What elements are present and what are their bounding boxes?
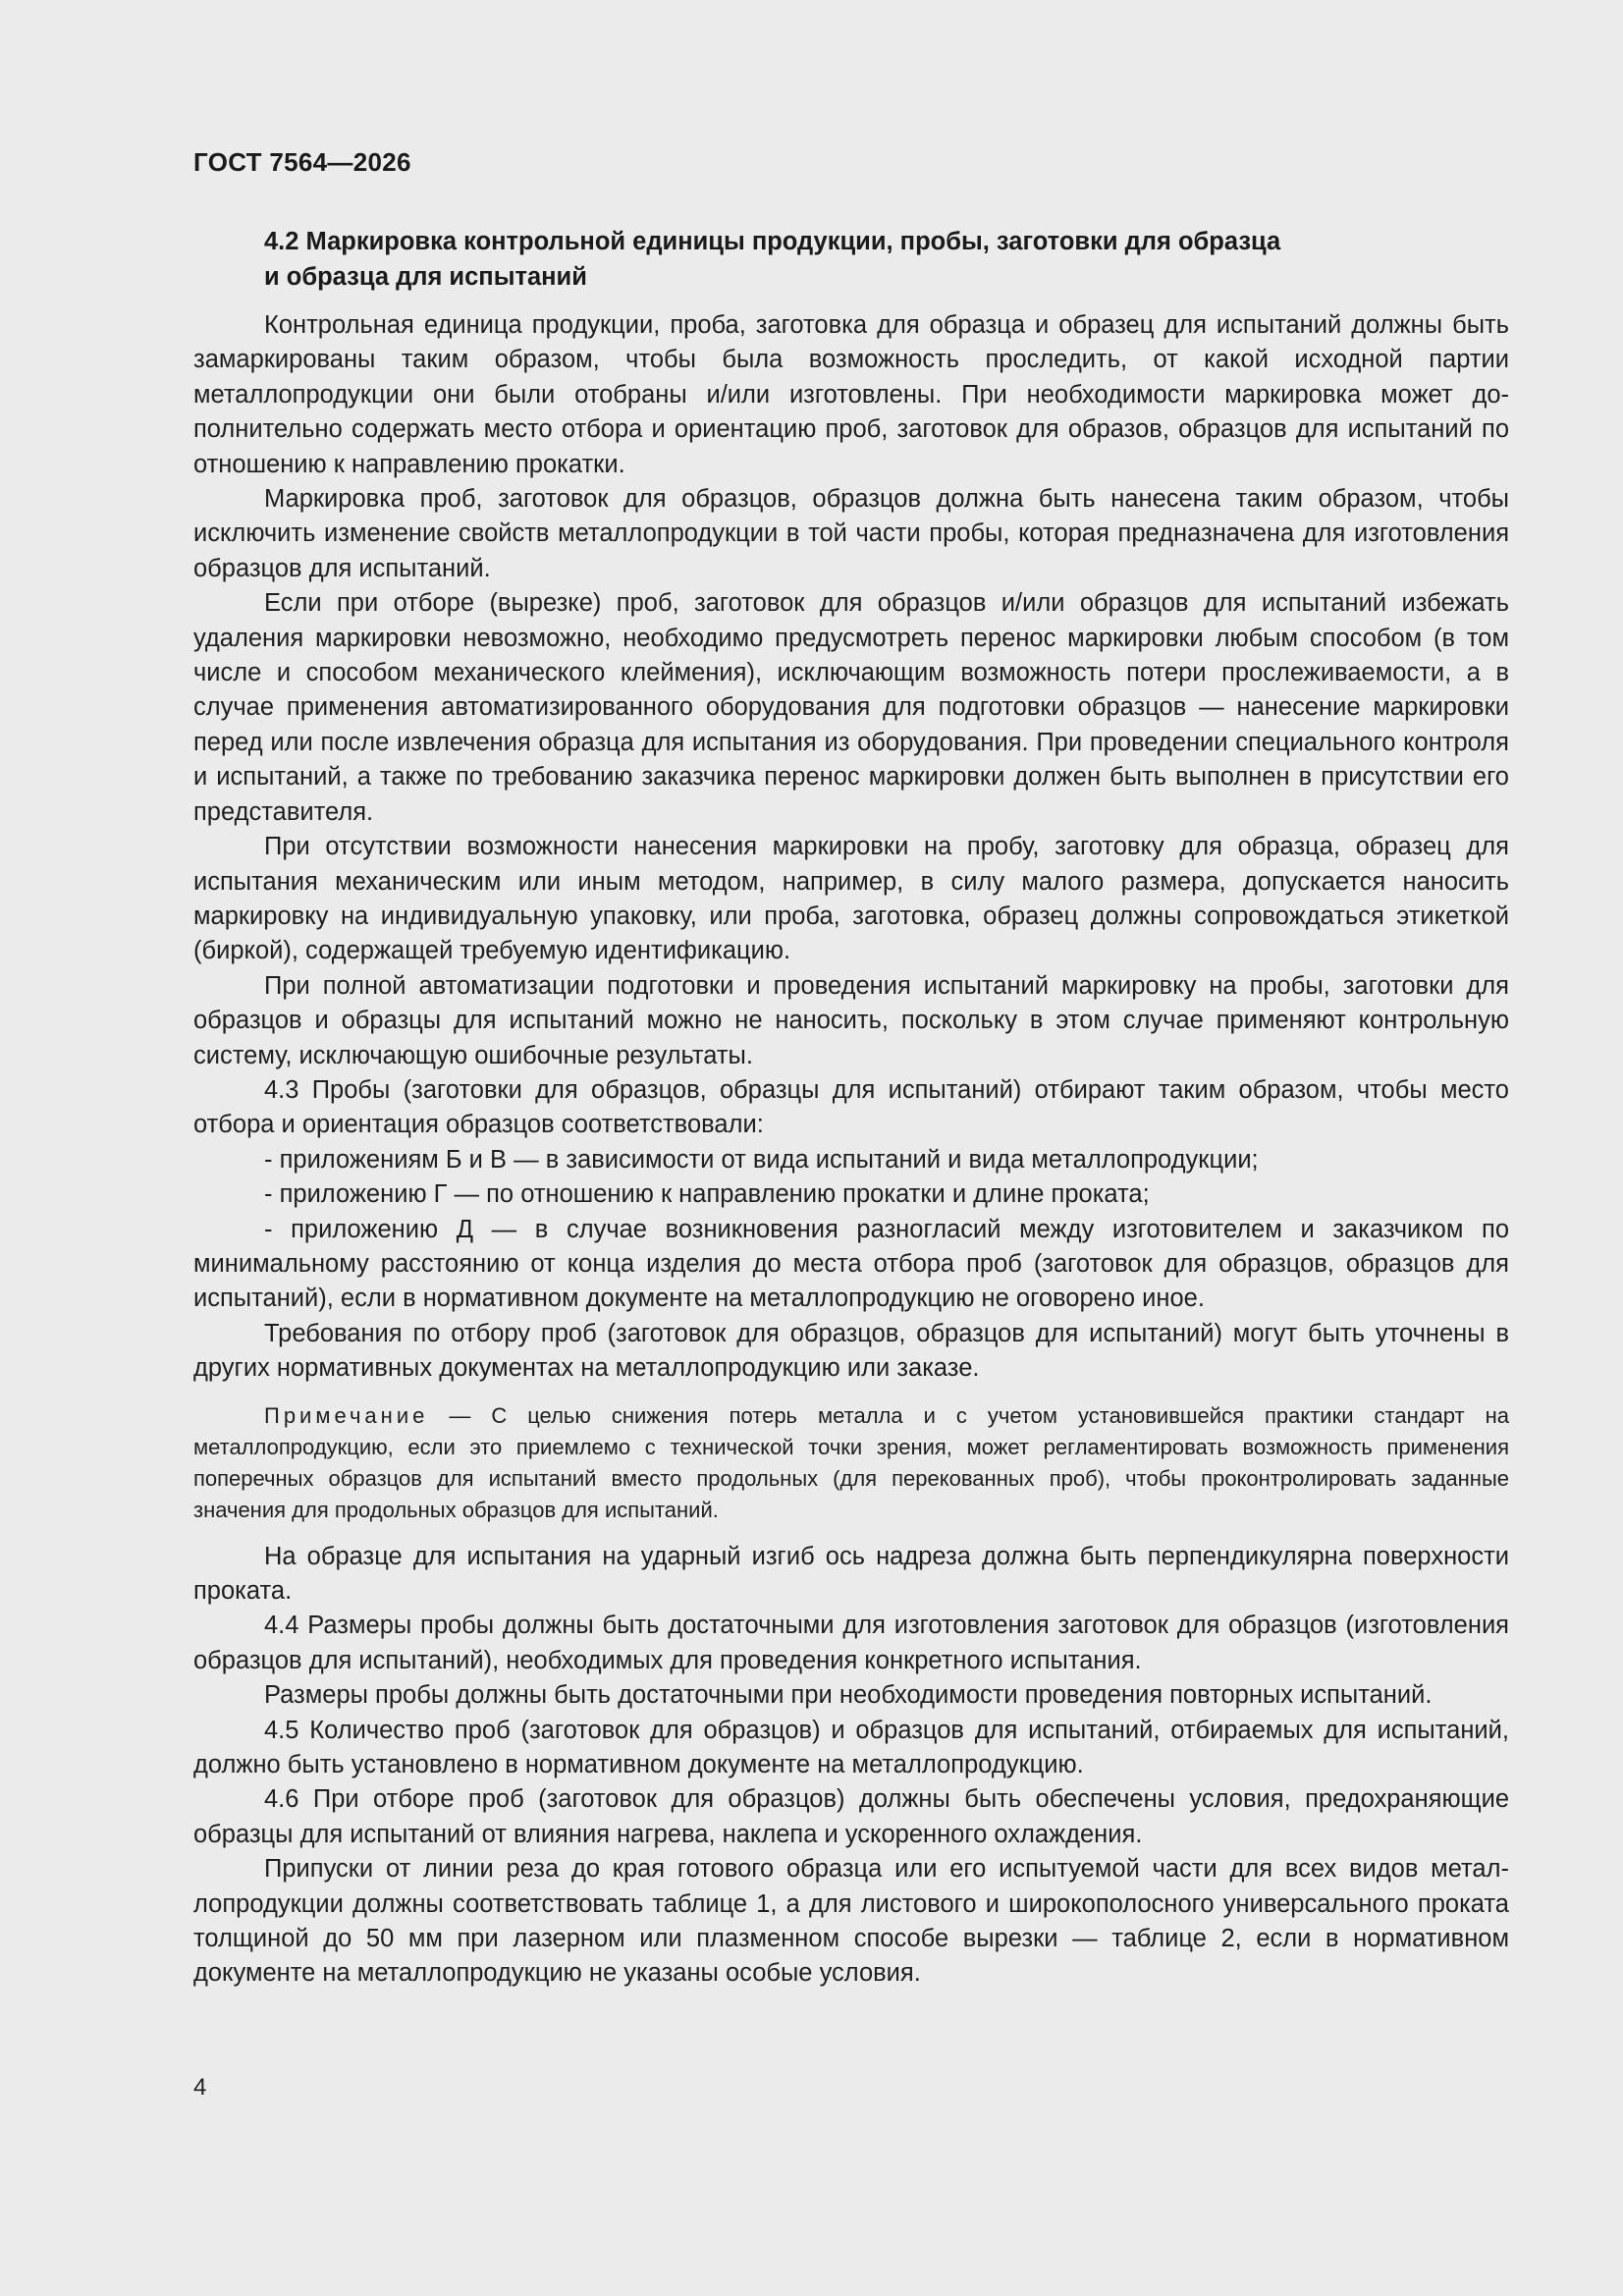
paragraph: При полной автоматизации подготовки и проведения испытаний маркировку на пробы, заготовки для образцов и образцы для испытаний можно не наносить, поскольку в этом случае применяют контрольную систему, исключающую ошибочные результаты. bbox=[193, 971, 1509, 1069]
section-title bbox=[193, 224, 1509, 295]
paragraph-4-3: 4.3 Пробы (заготовки для образцов, образцы для испытаний) отбирают таким образом, чтобы место отбора и ориентация образцов соответствовали: bbox=[193, 1075, 1509, 1139]
paragraph: На образце для испытания на ударный изгиб ось надреза должна быть перпендикулярна поверхности проката. bbox=[193, 1542, 1509, 1605]
standard-header: ГОСТ 7564—2026 bbox=[193, 147, 411, 177]
page-content bbox=[193, 224, 1509, 1992]
list-item: - приложению Г — по отношению к направлению прокатки и длине проката; bbox=[264, 1180, 1150, 1209]
paragraph: Маркировка проб, заготовок для образцов, образцов должна быть нанесена таким образом, чтобы исключить изменение свойств металлопродукции в той части пробы, которая предназначена для изготовления образцов для испытаний. bbox=[193, 485, 1509, 582]
paragraph-4-4: 4.4 Размеры пробы должны быть достаточными для изготовления заготовок для образцов (изготовления образцов для испытаний), необходимых для проведения конкретного испытания. bbox=[193, 1612, 1509, 1674]
section-title-line-2: и образца для испытаний bbox=[264, 263, 587, 291]
paragraph-4-6: 4.6 При отборе проб (заготовок для образцов) должны быть обеспечены условия, предохраняющие образцы для испытаний от влияния нагрева, наклепа и ускоренного охлаждения. bbox=[193, 1785, 1509, 1848]
paragraph: Контрольная единица продукции, проба, заготовка для образца и образец для испытаний должны быть замаркированы таким образом, чтобы была возможность проследить, от какой исходной партии металлопродукции они были отобраны и/или изготовлены. При необходимости маркировка может дополнительно содержать место отбора и ориентацию проб, заготовок для образов, образцов для испытаний по отношению к направлению прокатки. bbox=[193, 311, 1509, 478]
list-item: - приложениям Б и В — в зависимости от вида испытаний и вида металлопродукции; bbox=[264, 1145, 1259, 1174]
note-label: Примечание bbox=[264, 1402, 429, 1428]
section-title-line-1: 4.2 Маркировка контрольной единицы продукции, пробы, заготовки для образца bbox=[264, 228, 1281, 255]
note bbox=[193, 1400, 1509, 1526]
paragraph-4-5: 4.5 Количество проб (заготовок для образцов) и образцов для испытаний, отбираемых для испытаний, должно быть установлено в нормативном документе на металлопродукцию. bbox=[193, 1716, 1509, 1779]
paragraph: Размеры пробы должны быть достаточными при необходимости проведения повторных испытаний. bbox=[264, 1681, 1433, 1710]
paragraph: Требования по отбору проб (заготовок для образцов, образцов для испытаний) могут быть уточнены в других нормативных документах на металлопродукцию или заказе. bbox=[193, 1319, 1509, 1383]
paragraph: Если при отборе (вырезке) проб, заготовок для образцов и/или образцов для испытаний избежать удаления маркировки невозможно, необходимо предусмотреть перенос маркировки любым способом (в том числе и способом механического клеймения), исключающим возможность потери прослеживаемости, а в случае применения автоматизированного оборудования для подготовки образцов — нанесение маркировки перед или после извлечения образца для испытания из оборудования. При проведении специального контроля и испытаний, а также по требованию заказчика перенос маркировки должен быть выполнен в присутствии его представителя. bbox=[193, 589, 1509, 826]
paragraph: При отсутствии возможности нанесения маркировки на пробу, заготовку для образца, образец для испытания механическим или иным методом, например, в силу малого размера, допускается наносить маркировку на индивидуальную упаковку, или проба, заготовка, образец должны сопровождаться этикеткой (биркой), содержащей требуемую идентификацию. bbox=[193, 833, 1509, 965]
list-item: - приложению Д — в случае возникновения разногласий между изготовителем и заказчиком по минимальному расстоянию от конца изделия до места отбора проб (заготовок для образцов, образцов для испытаний), если в нормативном документе на металлопродукцию не оговорено иное. bbox=[193, 1215, 1509, 1313]
page-number: 4 bbox=[193, 2074, 207, 2101]
paragraph: Припуски от линии реза до края готового образца или его испытуемой части для всех видов металлопродукции должны соответствовать таблице 1, а для листового и широкополосного универсального проката толщиной до 50 мм при лазерном или плазменном способе вырезки — таблице 2, если в нормативном документе на металлопродукцию не указаны особые условия. bbox=[193, 1855, 1509, 1988]
note-text: — С целью снижения потерь металла и с учетом установившейся практики стандарт на металлопродукцию, если это приемлемо с технической точки зрения, может регламентировать возможность применения поперечных образцов для испытаний вместо продольных (для перекованных проб), чтобы проконтролировать заданные значения для продольных образцов для испытаний. bbox=[193, 1402, 1509, 1522]
